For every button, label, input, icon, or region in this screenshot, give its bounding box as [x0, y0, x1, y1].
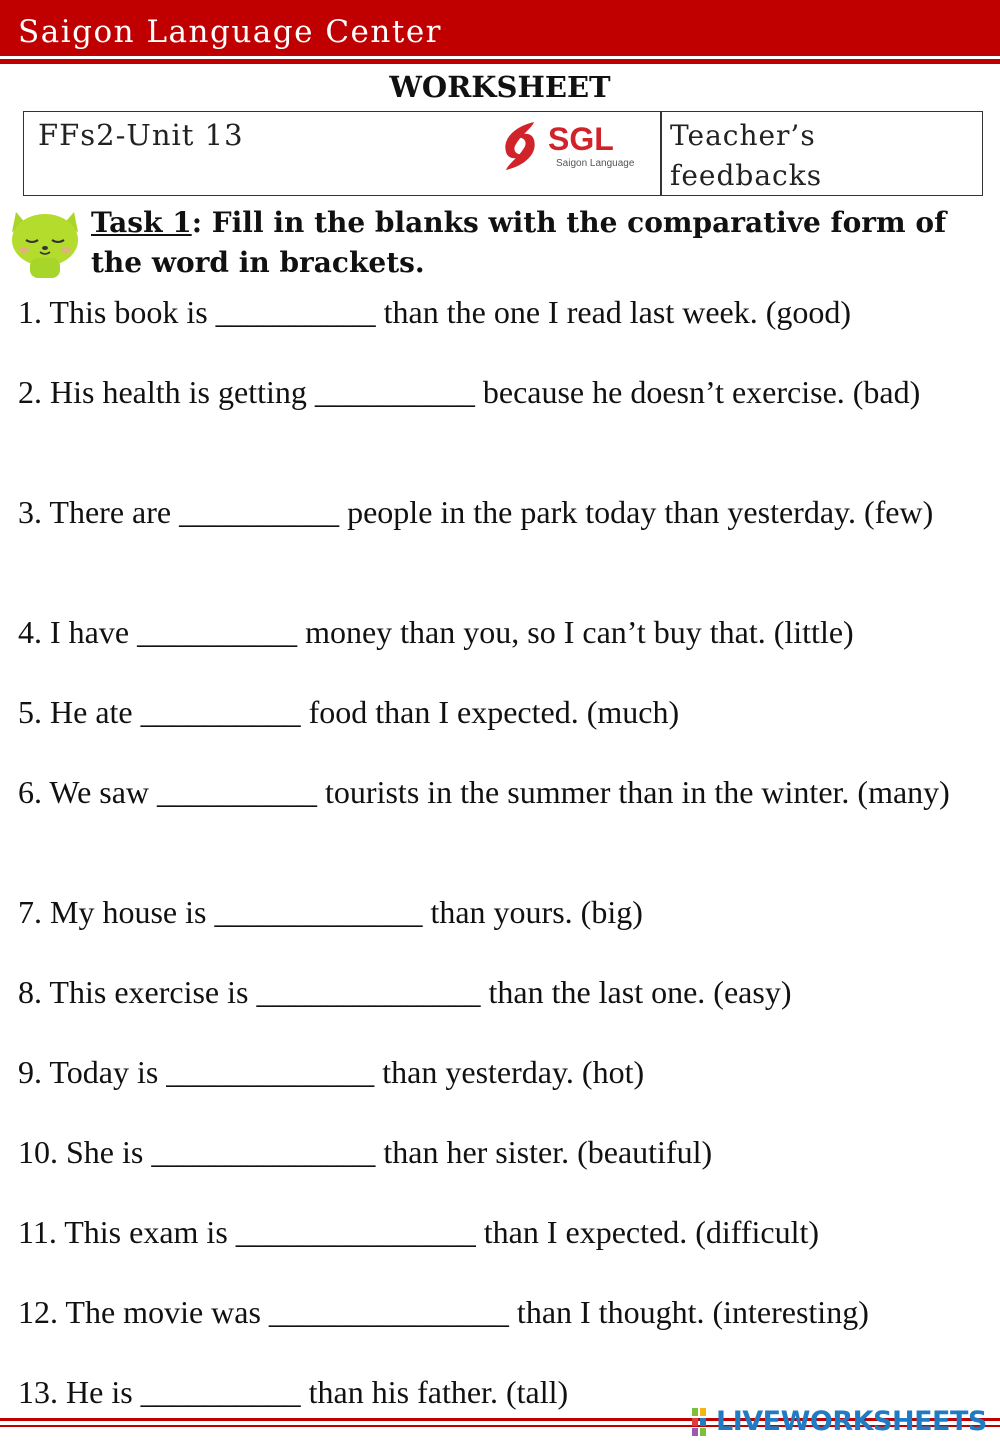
sgl-logo: [494, 116, 654, 176]
worksheet-title: WORKSHEET: [389, 70, 611, 104]
feedback-line-1: Teacher’s: [670, 119, 816, 152]
liveworksheets-logo[interactable]: [690, 1404, 990, 1440]
liveworksheets-text: LIVEWORKSHEETS: [716, 1406, 987, 1437]
question-4[interactable]: 4. I have __________ money than you, so I can’t buy that. (little): [18, 614, 854, 650]
cat-icon: [4, 202, 86, 280]
question-5[interactable]: 5. He ate __________ food than I expected. (much): [18, 694, 680, 730]
svg-text:SGL: SGL: [548, 121, 614, 157]
liveworksheets-icon: [690, 1404, 714, 1438]
feedback-line-2: feedbacks: [670, 159, 823, 192]
question-11[interactable]: 11. This exam is _______________ than I expected. (difficult): [18, 1214, 820, 1250]
task-text: : Fill in the blanks with the comparative form of the word in brackets.: [91, 206, 947, 279]
task-instruction: [91, 203, 971, 283]
question-3[interactable]: 3. There are __________ people in the park today than yesterday. (few): [18, 494, 934, 530]
question-13[interactable]: 13. He is __________ than his father. (tall): [18, 1374, 569, 1410]
unit-code: FFs2-Unit 13: [38, 118, 244, 152]
question-8[interactable]: 8. This exercise is ______________ than the last one. (easy): [18, 974, 792, 1010]
question-12[interactable]: 12. The movie was _______________ than I thought. (interesting): [18, 1294, 869, 1330]
task-label: Task 1: [91, 206, 192, 239]
svg-text:Saigon Language: Saigon Language: [556, 158, 635, 169]
header-divider: [0, 59, 1000, 64]
question-9[interactable]: 9. Today is _____________ than yesterday. (hot): [18, 1054, 645, 1090]
teacher-feedback-label: [670, 116, 970, 196]
question-6[interactable]: 6. We saw __________ tourists in the summer than in the winter. (many): [18, 774, 950, 810]
center-name: Saigon Language Center: [18, 14, 442, 50]
question-7[interactable]: 7. My house is _____________ than yours. (big): [18, 894, 643, 930]
question-1[interactable]: 1. This book is __________ than the one I read last week. (good): [18, 294, 852, 330]
question-10[interactable]: 10. She is ______________ than her sister. (beautiful): [18, 1134, 713, 1170]
header-bar: [0, 0, 1000, 56]
info-box: [23, 111, 983, 196]
info-divider: [660, 112, 662, 195]
question-2[interactable]: 2. His health is getting __________ because he doesn’t exercise. (bad): [18, 374, 921, 410]
